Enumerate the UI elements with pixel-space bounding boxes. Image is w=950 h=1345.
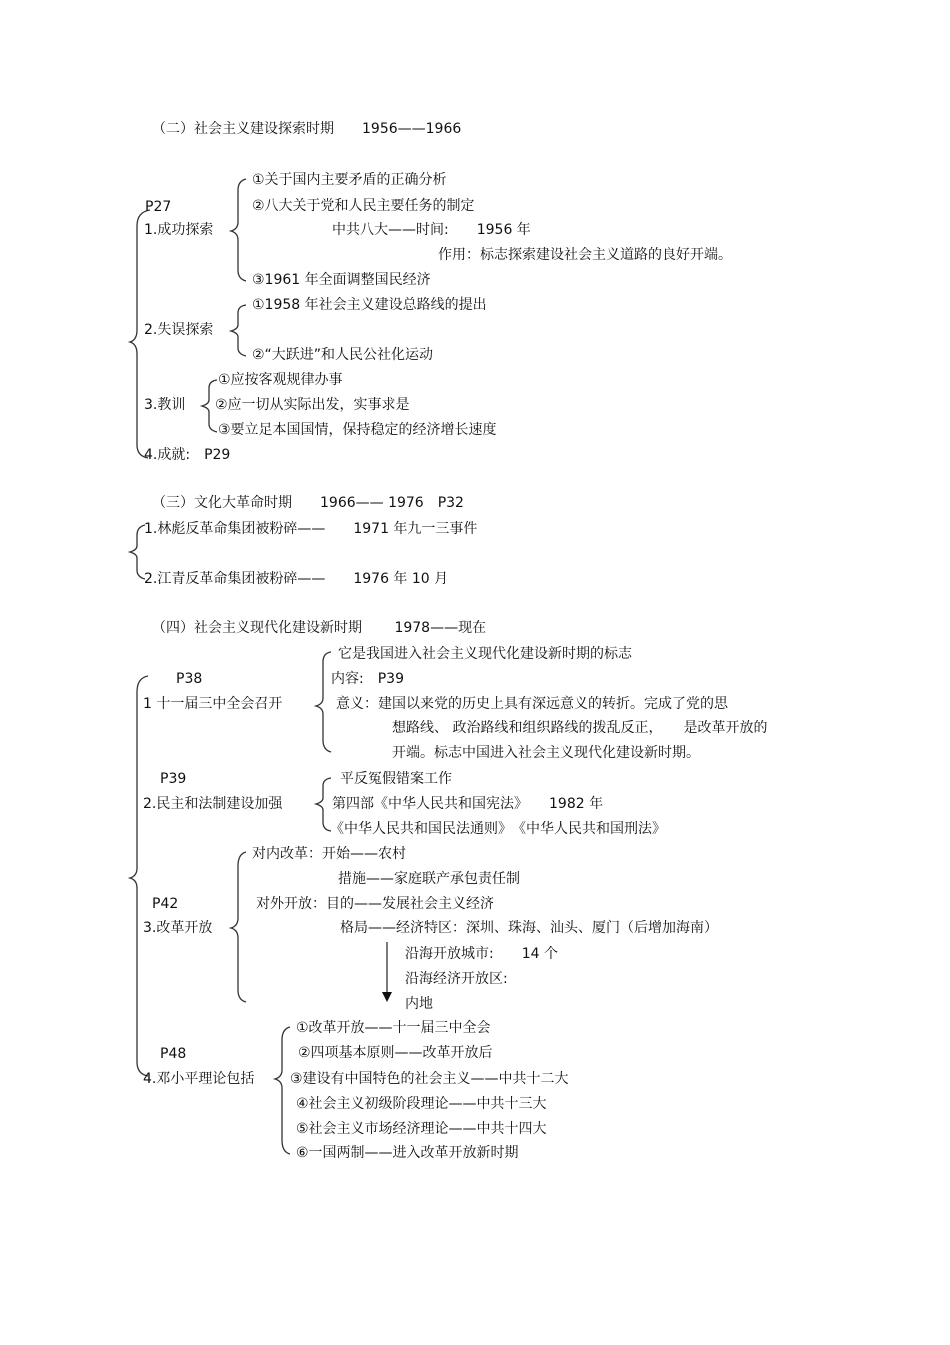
sub-item: 对外开放：目的——发展社会主义经济 <box>256 896 494 912</box>
brace-s2-1 <box>231 179 246 281</box>
page-ref-p42: P42 <box>152 896 179 912</box>
sub-item: ③1961 年全面调整国民经济 <box>252 272 431 288</box>
sub-item: 格局——经济特区：深圳、珠海、汕头、厦门（后增加海南） <box>340 920 718 936</box>
sub-item: 开端。标志中国进入社会主义现代化建设新时期。 <box>392 745 700 761</box>
sub-item: 对内改革：开始——农村 <box>252 846 406 862</box>
sub-detail: 中共八大——时间: 1956 年 <box>332 222 531 238</box>
sub-item: ⑥一国两制——进入改革开放新时期 <box>296 1145 519 1161</box>
sub-item: 内容: P39 <box>331 671 404 687</box>
sub-item: ①改革开放——十一届三中全会 <box>296 1020 491 1036</box>
sub-item: ②四项基本原则——改革开放后 <box>298 1045 493 1061</box>
sub-item: ②“大跃进”和人民公社化运动 <box>252 347 434 363</box>
brace-s4-4 <box>275 1027 290 1154</box>
brace-s4-1 <box>316 652 331 752</box>
item-achievements: 4.成就: P29 <box>144 447 231 463</box>
item-deng-theory: 4.邓小平理论包括 <box>143 1071 255 1087</box>
page-ref-p38: P38 <box>176 671 203 687</box>
sub-item: 平反冤假错案工作 <box>340 771 452 787</box>
arrow-head <box>382 992 392 1002</box>
brace-s3 <box>130 525 145 579</box>
sub-item: 内地 <box>405 996 433 1012</box>
sub-item: ②八大关于党和人民主要任务的制定 <box>252 198 475 214</box>
section-2-title: （二）社会主义建设探索时期 1956——1966 <box>152 121 462 137</box>
item-failed-exploration: 2.失误探索 <box>144 322 214 338</box>
brace-s4-2 <box>316 778 331 831</box>
sub-item: ⑤社会主义市场经济理论——中共十四大 <box>296 1121 547 1137</box>
brace-s2-2 <box>231 305 246 356</box>
section-4-title: （四）社会主义现代化建设新时期 1978——现在 <box>152 620 487 636</box>
page-ref-p39: P39 <box>160 771 187 787</box>
sub-item: 想路线、 政治路线和组织路线的拨乱反正， 是改革开放的 <box>392 720 768 736</box>
item-democracy-law: 2.民主和法制建设加强 <box>143 796 283 812</box>
sub-item: ①1958 年社会主义建设总路线的提出 <box>252 297 487 313</box>
sub-item: ②应一切从实际出发，实事求是 <box>215 397 410 413</box>
sub-item: 《中华人民共和国民法通则》 《中华人民共和国刑法》 <box>330 821 666 837</box>
list-item: 2.江青反革命集团被粉碎—— 1976 年 10 月 <box>144 571 449 587</box>
page-ref-p27: P27 <box>145 199 172 215</box>
item-third-plenum: 1 十一届三中全会召开 <box>143 696 283 712</box>
sub-item: 第四部《中华人民共和国宪法》 1982 年 <box>332 796 604 812</box>
sub-item: ④社会主义初级阶段理论——中共十三大 <box>296 1096 547 1112</box>
list-item: 1.林彪反革命集团被粉碎—— 1971 年九一三事件 <box>144 521 478 537</box>
sub-item: ①关于国内主要矛盾的正确分析 <box>252 172 447 188</box>
page-ref-p48: P48 <box>160 1046 187 1062</box>
brace-s4-3 <box>231 852 246 1002</box>
brace-s4-main <box>130 676 148 1076</box>
item-successful-exploration: 1.成功探索 <box>144 222 214 238</box>
sub-item: ③建设有中国特色的社会主义——中共十二大 <box>290 1071 569 1087</box>
sub-item: 它是我国进入社会主义现代化建设新时期的标志 <box>338 646 632 662</box>
item-lessons: 3.教训 <box>144 397 186 413</box>
item-reform-opening: 3.改革开放 <box>143 920 213 936</box>
section-3-title: （三）文化大革命时期 1966—— 1976 P32 <box>152 495 464 511</box>
sub-item: 沿海开放城市: 14 个 <box>405 946 558 962</box>
sub-item: 意义：建国以来党的历史上具有深远意义的转折。完成了党的思 <box>336 696 728 712</box>
sub-detail: 作用：标志探索建设社会主义道路的良好开端。 <box>438 247 732 263</box>
sub-item: 沿海经济开放区: <box>405 971 508 987</box>
sub-item: ③要立足本国国情，保持稳定的经济增长速度 <box>218 422 497 438</box>
sub-item: 措施——家庭联产承包责任制 <box>338 871 520 887</box>
sub-item: ①应按客观规律办事 <box>218 372 343 388</box>
